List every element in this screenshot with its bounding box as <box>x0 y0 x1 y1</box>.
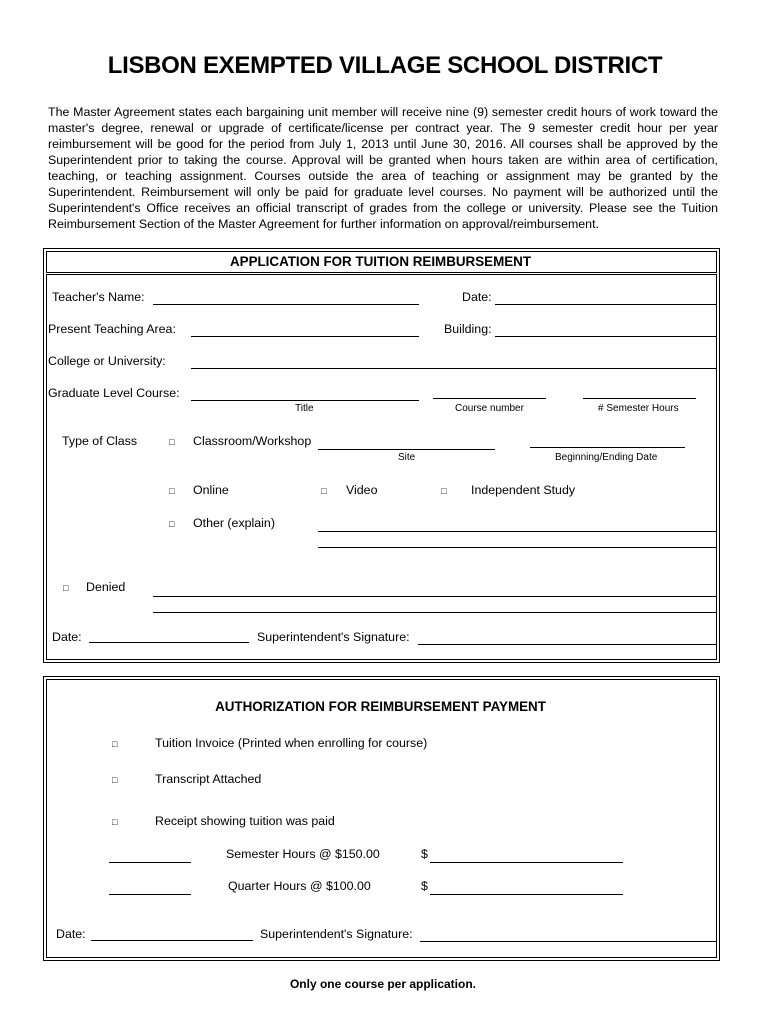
college-field[interactable] <box>191 368 717 369</box>
transcript-label: Transcript Attached <box>155 772 262 786</box>
receipt-checkbox[interactable]: □ <box>112 817 118 827</box>
course-number-caption: Course number <box>455 403 524 414</box>
teachers-name-label: Teacher's Name: <box>52 290 145 304</box>
application-signature-label: Superintendent's Signature: <box>257 630 410 644</box>
receipt-label: Receipt showing tuition was paid <box>155 814 335 828</box>
online-checkbox[interactable]: □ <box>169 486 175 496</box>
denied-reason-line-1[interactable] <box>153 596 717 597</box>
video-checkbox[interactable]: □ <box>321 486 327 496</box>
site-caption: Site <box>398 452 416 463</box>
teachers-name-field[interactable] <box>153 304 419 305</box>
other-label: Other (explain) <box>193 516 275 530</box>
invoice-checkbox[interactable]: □ <box>112 739 118 749</box>
authorization-inner-box <box>46 679 717 958</box>
other-explain-line-1[interactable] <box>318 531 717 532</box>
intro-paragraph: The Master Agreement states each bargaining unit member will receive nine (9) semester credit hours of work toward the master's degree, renewal or upgrade of certificate/license per contract year. The 9 semester credit hour per year reimbursement will be good for the period from July 1, 2013 until June 30, 2016. All courses shall be approved by the Superintendent prior to taking the course. Approval will be granted when hours taken are within area of certification, teaching, or teaching assignment. Courses outside the area of teaching or assignment may be granted by the Superintendent. Reimbursement will only be paid for graduate level courses. No payment will be authorized until the Superintendent's Office receives an official transcript of grades from the college or university. Please see the Tuition Reimbursement Section of the Master Agreement for further information on approval/reimbursement. <box>48 105 718 231</box>
denied-label: Denied <box>86 580 126 594</box>
course-number-field[interactable] <box>433 398 546 399</box>
semester-hours-field[interactable] <box>583 398 696 399</box>
authorization-date-field[interactable] <box>91 940 253 941</box>
date-field[interactable] <box>495 304 717 305</box>
independent-study-label: Independent Study <box>471 483 576 497</box>
other-explain-line-2[interactable] <box>318 547 717 548</box>
other-checkbox[interactable]: □ <box>169 519 175 529</box>
date-label: Date: <box>462 290 492 304</box>
semester-amount-field[interactable] <box>430 862 623 863</box>
semester-dollar-sign: $ <box>421 847 428 861</box>
transcript-checkbox[interactable]: □ <box>112 775 118 785</box>
invoice-label: Tuition Invoice (Printed when enrolling for course) <box>155 736 428 750</box>
denied-checkbox[interactable]: □ <box>63 583 69 593</box>
authorization-signature-label: Superintendent's Signature: <box>260 927 413 941</box>
classroom-checkbox[interactable]: □ <box>169 437 175 447</box>
building-field[interactable] <box>495 336 717 337</box>
present-area-field[interactable] <box>191 336 419 337</box>
classroom-label: Classroom/Workshop <box>193 434 312 448</box>
document-title: LISBON EXEMPTED VILLAGE SCHOOL DISTRICT <box>107 52 663 79</box>
title-caption: Title <box>295 403 314 414</box>
dates-caption: Beginning/Ending Date <box>555 452 658 463</box>
authorization-date-label: Date: <box>56 927 86 941</box>
video-label: Video <box>346 483 378 497</box>
semester-hours-caption: # Semester Hours <box>598 403 679 414</box>
footer-note: Only one course per application. <box>289 977 477 991</box>
present-area-label: Present Teaching Area: <box>48 322 176 336</box>
online-label: Online <box>193 483 229 497</box>
authorization-signature-field[interactable] <box>420 941 717 942</box>
building-label: Building: <box>444 322 492 336</box>
semester-hours-label: Semester Hours @ $150.00 <box>226 847 380 861</box>
application-date-label: Date: <box>52 630 82 644</box>
application-signature-field[interactable] <box>418 644 717 645</box>
site-field[interactable] <box>318 449 495 450</box>
course-title-field[interactable] <box>191 400 419 401</box>
application-date-field[interactable] <box>89 642 249 643</box>
quarter-dollar-sign: $ <box>421 879 428 893</box>
college-label: College or University: <box>48 354 166 368</box>
quarter-amount-field[interactable] <box>430 894 623 895</box>
independent-study-checkbox[interactable]: □ <box>441 486 447 496</box>
semester-hours-count-field[interactable] <box>109 862 191 863</box>
type-of-class-label: Type of Class <box>62 434 138 448</box>
quarter-hours-label: Quarter Hours @ $100.00 <box>228 879 371 893</box>
beginning-ending-date-field[interactable] <box>530 447 685 448</box>
grad-course-label: Graduate Level Course: <box>48 386 180 400</box>
authorization-heading: AUTHORIZATION FOR REIMBURSEMENT PAYMENT <box>215 699 546 714</box>
application-heading: APPLICATION FOR TUITION REIMBURSEMENT <box>229 254 532 269</box>
denied-reason-line-2[interactable] <box>153 612 717 613</box>
quarter-hours-count-field[interactable] <box>109 894 191 895</box>
